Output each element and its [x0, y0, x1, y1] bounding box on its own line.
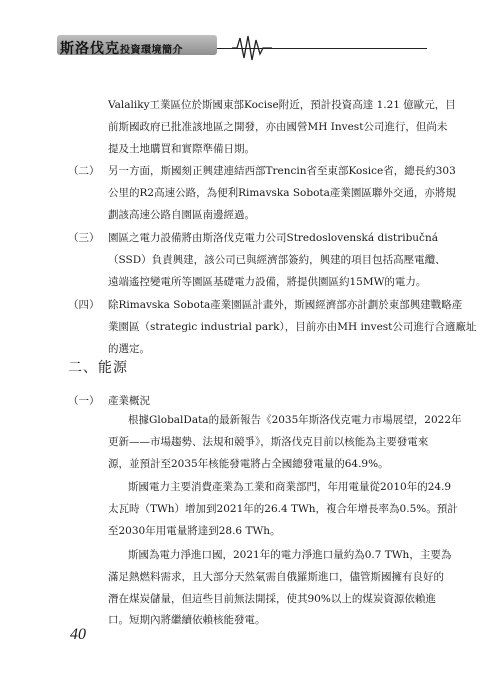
header-title	[60, 38, 183, 58]
text-line: 至2030年用電量將達到28.6 TWh。	[108, 525, 281, 537]
text-line: 除Rimavska Sobota產業園區計畫外，斯國經濟部亦計劃於東部興建戰略產	[108, 299, 463, 311]
text-line: （SSD）負責興建，該公司已與經濟部簽約，興建的項目包括高壓電纜、	[108, 254, 446, 266]
text-line: 提及土地購買和實際準備日期。	[108, 143, 255, 155]
text-line: 公里的R2高速公路，為便利Rimavska Sobota產業園區聯外交通，亦將規	[108, 187, 456, 199]
section-heading: 二、能源	[68, 360, 128, 376]
text-line: 前斯國政府已批准該地區之開發，亦由國營MH Invest公司進行，但尚未	[108, 121, 448, 133]
running-header	[0, 30, 480, 70]
list-number: （四）	[68, 299, 100, 311]
text-line: 遠端遙控變電所等園區基礎電力設備，將提供園區約15MW的電力。	[108, 276, 427, 288]
text-line: 劃該高速公路自園區南邊經過。	[108, 209, 255, 221]
text-line: 滿足熱燃料需求，且大部分天然氣需自俄羅斯進口，儘管斯國擁有良好的	[108, 571, 444, 583]
text-line: 斯國為電力淨進口國，2021年的電力淨進口量約為0.7 TWh，主要為	[128, 549, 452, 561]
header-title-main: 斯洛伐克	[60, 41, 120, 57]
list-number: （二）	[68, 165, 100, 177]
text-line: 潛在煤炭儲量，但這些目前無法開採，使其90%以上的煤炭資源依賴進	[108, 593, 436, 605]
text-line: 業園區（strategic industrial park），目前亦由MH invest公司進行合適廠址	[108, 321, 477, 333]
subsection-heading: 產業概況	[108, 395, 150, 407]
pulse-wave-icon	[232, 34, 272, 62]
text-line: 更新——市場趨勢、法規和競爭》，斯洛伐克目前以核能為主要發電來	[108, 436, 429, 448]
text-line: 另一方面，斯國刻正興建連結西部Trencin省至東部Kosice省，總長約303	[108, 165, 456, 177]
page-number: 40	[70, 626, 86, 643]
text-line: 斯國電力主要消費產業為工業和商業部門，年用電量從2010年的24.9	[128, 481, 452, 493]
list-number: （一）	[68, 395, 100, 407]
text-line: 根據GlobalData的最新報告《2035年斯洛伐克電力市場展望，2022年	[128, 414, 462, 426]
text-line: 源，並預計至2035年核能發電將占全國總發電量的64.9%。	[108, 458, 389, 470]
text-line: 的選定。	[108, 343, 150, 355]
text-line: 口。短期內將繼續依賴核能發電。	[108, 614, 266, 626]
text-line: 太瓦時（TWh）增加到2021年的26.4 TWh，複合年增長率為0.5%。預計	[108, 503, 458, 515]
header-title-sub: 投資環境簡介	[120, 45, 183, 56]
text-line: Valaliky工業區位於斯國東部Kocise附近，預計投資高達 1.21 億歐元，目	[108, 99, 456, 111]
list-number: （三）	[68, 232, 100, 244]
text-line: 園區之電力設備將由斯洛伐克電力公司Stredoslovenská distribučná	[108, 232, 438, 244]
